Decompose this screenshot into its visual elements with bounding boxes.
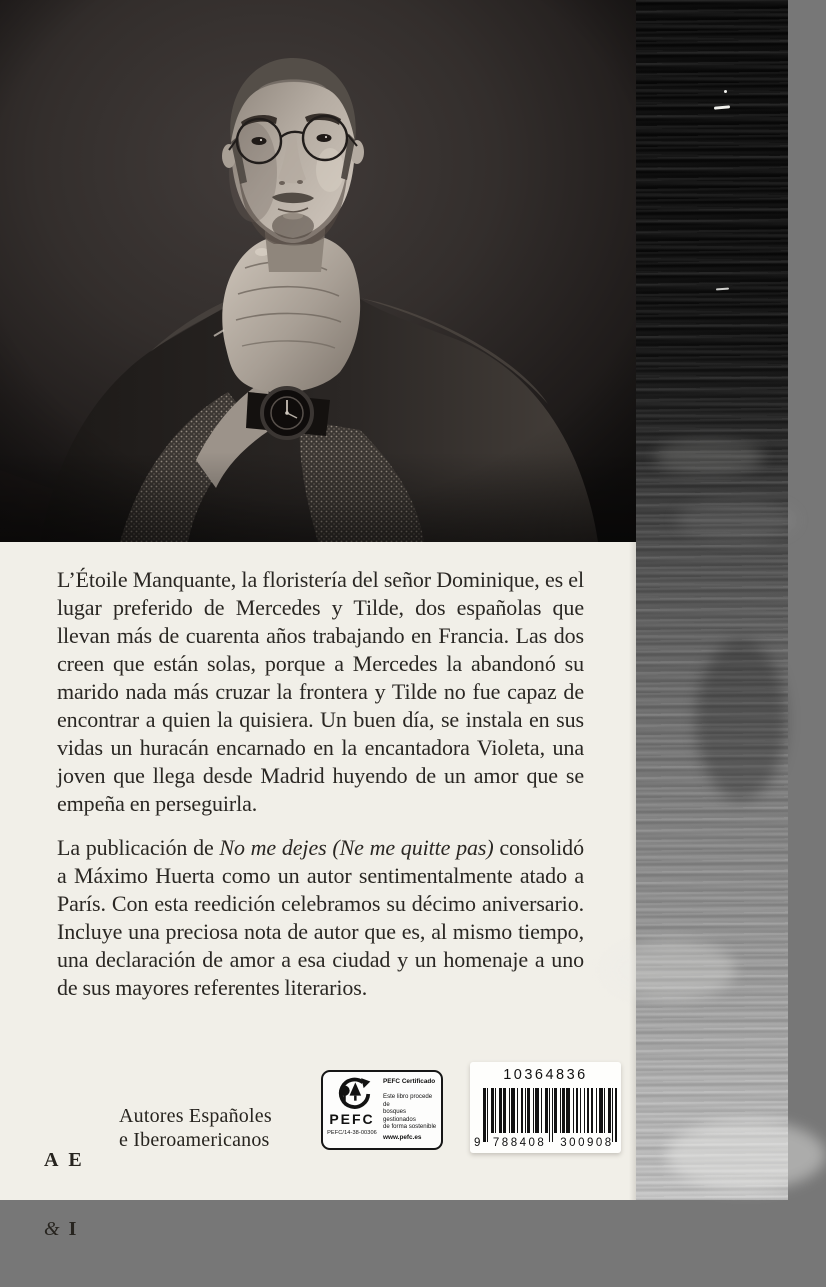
isbn-group-2: 788408 bbox=[492, 1137, 547, 1149]
isbn-group-1: 9 bbox=[474, 1137, 483, 1149]
barcode-bar bbox=[615, 1088, 618, 1142]
barcode-bar bbox=[566, 1088, 570, 1133]
book-title-reference: No me dejes (Ne me quitte pas) bbox=[219, 835, 494, 860]
light-streak bbox=[714, 105, 730, 109]
monogram-line-2: I bbox=[60, 1218, 80, 1240]
motion-blur-photo-strip bbox=[636, 0, 788, 1200]
barcode-bar bbox=[584, 1088, 585, 1133]
barcode-bar bbox=[596, 1088, 597, 1133]
barcode-bar bbox=[525, 1088, 526, 1133]
pefc-url: www.pefc.es bbox=[383, 1134, 422, 1141]
barcode-bar bbox=[517, 1088, 518, 1133]
pefc-certification-label bbox=[321, 1070, 443, 1150]
barcode-bar bbox=[591, 1088, 594, 1133]
barcode-bar bbox=[604, 1088, 605, 1133]
pefc-certificate-code: PEFC/14-38-00306 bbox=[327, 1130, 377, 1136]
barcode-top-number: 10364836 bbox=[503, 1067, 588, 1083]
blur-dark-patch bbox=[696, 640, 786, 800]
author-portrait-photo bbox=[0, 0, 636, 542]
barcode-bar bbox=[535, 1088, 539, 1133]
light-dot bbox=[724, 90, 727, 93]
pefc-desc-line-3: de forma sostenible bbox=[383, 1123, 437, 1131]
publisher-monogram bbox=[44, 1103, 108, 1287]
barcode-bar bbox=[545, 1088, 548, 1133]
barcode-bar bbox=[573, 1088, 574, 1133]
barcode-bar bbox=[580, 1088, 581, 1133]
isbn-digits bbox=[470, 1137, 621, 1149]
barcode-bar bbox=[511, 1088, 515, 1133]
pefc-trees-icon bbox=[327, 1077, 377, 1111]
pefc-title: PEFC Certificado bbox=[383, 1078, 436, 1085]
light-streak bbox=[716, 288, 729, 291]
publisher-name bbox=[119, 1103, 272, 1287]
barcode-bar bbox=[495, 1088, 496, 1133]
monogram-line-1: A E bbox=[44, 1149, 85, 1171]
barcode-bar bbox=[521, 1088, 524, 1133]
barcode-bar bbox=[487, 1088, 488, 1142]
blur-highlight bbox=[666, 1120, 826, 1190]
barcode-bar bbox=[552, 1088, 553, 1142]
barcode-bar bbox=[503, 1088, 506, 1133]
pefc-desc-line-1: Este libro procede de bbox=[383, 1093, 433, 1108]
barcode-bar bbox=[560, 1088, 561, 1133]
portrait-illustration bbox=[0, 0, 636, 542]
blurb-text bbox=[57, 566, 584, 1002]
pefc-desc-line-2: bosques gestionados bbox=[383, 1108, 416, 1123]
ean-barcode bbox=[483, 1088, 617, 1142]
cover-spine-shadow bbox=[629, 542, 636, 1200]
barcode-bar bbox=[541, 1088, 542, 1133]
publisher-name-line-2: e Iberoamericanos bbox=[119, 1129, 270, 1151]
pefc-logo-column bbox=[323, 1072, 381, 1148]
ampersand-glyph: & bbox=[44, 1218, 61, 1240]
blurb-paragraph-2 bbox=[57, 834, 584, 1002]
pefc-wordmark: PEFC bbox=[329, 1111, 375, 1127]
barcode-bar bbox=[608, 1088, 611, 1133]
barcode-bar bbox=[599, 1088, 603, 1133]
vignette bbox=[0, 0, 636, 542]
barcode-bar bbox=[549, 1088, 550, 1142]
barcode-label bbox=[470, 1062, 621, 1153]
blurb-paragraph-1: L’Étoile Manquante, la floristería del señor Dominique, es el lugar preferido de Mercedes y Tilde, dos españolas que llevan más de cuarenta años trabajando en Francia. Las dos creen que están solas, porque a Mercedes la abandonó su marido nada más cruzar la frontera y Tilde no fue capaz de encontrar a quien la quisiera. Un buen día, se instala en sus vidas un huracán encarnado en la encantadora Violeta, una joven que llega desde Madrid huyendo de un amor que se empeña en perseguirla. bbox=[57, 567, 584, 816]
pefc-description bbox=[383, 1093, 437, 1131]
barcode-bar bbox=[491, 1088, 494, 1133]
blur-highlight bbox=[676, 500, 796, 540]
blurb-p2-start: La publicación de bbox=[57, 835, 220, 860]
barcode-bar bbox=[562, 1088, 565, 1133]
barcode-bar bbox=[554, 1088, 557, 1133]
barcode-bar bbox=[483, 1088, 486, 1142]
blur-highlight bbox=[606, 940, 736, 1000]
barcode-bar bbox=[527, 1088, 530, 1133]
barcode-bar bbox=[499, 1088, 502, 1133]
pefc-text-column bbox=[381, 1072, 441, 1148]
barcode-bar bbox=[576, 1088, 579, 1133]
barcode-bar bbox=[587, 1088, 590, 1133]
blurb-p2-end: consolidó a Máximo Huerta como un autor sentimentalmente atado a París. Con esta reedición celebramos su décimo aniversario. Incluye una preciosa nota de autor que es, al mismo tiempo, una declaración de amor a esa ciudad y un homenaje a uno de sus mayores referentes literarios. bbox=[57, 835, 584, 1000]
isbn-group-3: 300908 bbox=[560, 1137, 614, 1149]
blur-highlight bbox=[654, 440, 764, 474]
barcode-bar bbox=[533, 1088, 534, 1133]
publisher-name-line-1: Autores Españoles bbox=[119, 1105, 272, 1127]
barcode-bar bbox=[612, 1088, 613, 1142]
publisher-imprint bbox=[44, 1103, 272, 1287]
barcode-bar bbox=[509, 1088, 510, 1133]
